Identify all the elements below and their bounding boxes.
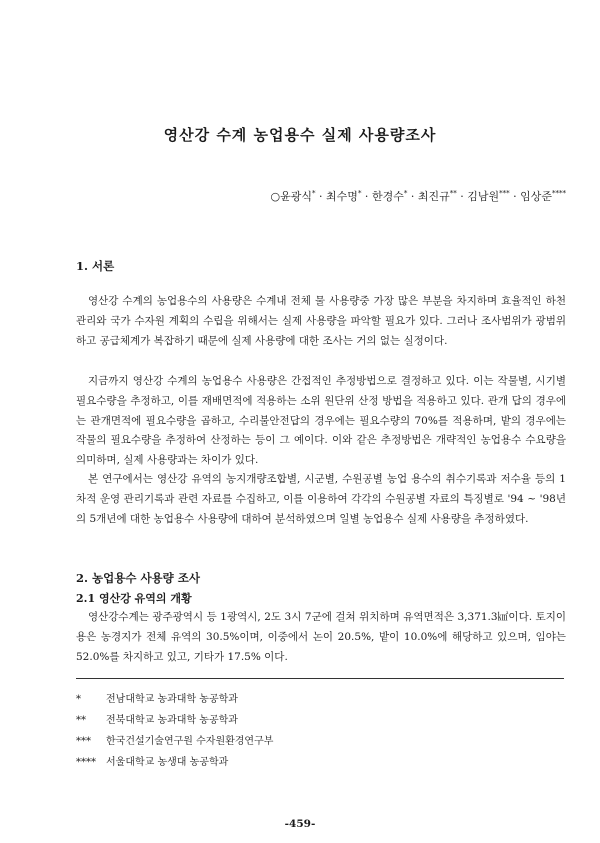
- author: [326, 190, 361, 203]
- author: [280, 190, 315, 203]
- body-paragraph: 지금까지 영산강 수계의 농업용수 사용량은 간접적인 추정방법으로 결정하고 있다. 이는 작물별, 시기별 필요수량을 추정하고, 이를 재배면적에 적용하는 소위 원단위 산정 방법을 적용하고 있다. 관개 답의 경우에는 관개면적에 필요수량을 곱하고, 수리불안전답의 경우에는 필요수량의 70%를 적용하며, 밭의 경우에는 작물의 필요수량을 추정하여 산정하는 등이 그 예이다. 이와 같은 추정방법은 개략적인 농업용수 수요량을 의미하며, 실제 사용량과는 차이가 있다.: [76, 375, 566, 467]
- author-name: 최진규: [417, 190, 450, 203]
- footnote: [76, 711, 238, 726]
- author-separator: ·: [407, 190, 418, 203]
- author-separator: ·: [509, 190, 521, 203]
- author-line: [271, 188, 566, 204]
- author-separator: ·: [456, 190, 468, 203]
- footnote-divider: [76, 678, 564, 679]
- section-heading: 2. 농업용수 사용량 조사: [76, 571, 200, 585]
- footnote-text: 한국건설기술연구원 수자원환경연구부: [106, 736, 274, 747]
- affiliation-mark: *: [403, 189, 408, 198]
- author-separator: ·: [315, 190, 327, 203]
- footnote: [76, 732, 273, 747]
- section-heading: 1. 서론: [76, 259, 115, 273]
- author-name: 최수명: [326, 190, 358, 203]
- footnote: [76, 753, 228, 768]
- footnote-text: 전남대학교 농과대학 농공학과: [106, 694, 238, 705]
- footnote-mark: **: [76, 715, 86, 726]
- page-number: -459-: [284, 818, 316, 830]
- affiliation-mark: ****: [552, 189, 566, 198]
- affiliation-mark: ***: [499, 189, 510, 198]
- affiliation-mark: *: [312, 189, 316, 198]
- footnote-mark: ***: [76, 736, 91, 747]
- author: [418, 190, 457, 203]
- author-name: 임상준: [520, 190, 552, 203]
- author-name: 김남원: [467, 190, 500, 203]
- body-paragraph: 영산강수계는 광주광역시 등 1광역시, 2도 3시 7군에 걸쳐 위치하며 유역면적은 3,371.3㎢이다. 토지이용은 농경지가 전체 유역의 30.5%이며, 이중에서 논이 20.5%, 밭이 10.0%에 해당하고 있으며, 임야는 52.0%를 차지하고 있고, 기타가 17.5% 이다.: [76, 611, 566, 663]
- footnote-text: 서울대학교 농생대 농공학과: [106, 757, 229, 768]
- author: [520, 190, 566, 203]
- footnote-text: 전북대학교 농과대학 농공학과: [106, 715, 238, 726]
- paper-title: 영산강 수계 농업용수 실제 사용량조사: [163, 126, 437, 144]
- author-separator: ·: [361, 190, 372, 203]
- footnote-mark: ****: [76, 757, 96, 768]
- author: [372, 190, 407, 203]
- author-name: 윤광식: [280, 190, 313, 203]
- footnote: [76, 690, 238, 705]
- subsection-heading: 2.1 영산강 유역의 개황: [76, 592, 192, 605]
- presenter-marker: ○: [270, 190, 281, 203]
- affiliation-mark: **: [449, 189, 457, 198]
- author: [467, 190, 509, 203]
- body-paragraph: 본 연구에서는 영산강 유역의 농지개량조합별, 시군별, 수원공별 농업 용수의 취수기록과 저수율 등의 1차적 운영 관리기록과 관련 자료를 수집하고, 이를 이용하여 각각의 수원공별 자료의 특징별로 '94 ~ '98년의 5개년에 대한 농업용수 사용량에 대하여 분석하였으며 일별 농업용수 실제 사용량을 추정하였다.: [76, 473, 566, 525]
- affiliation-mark: *: [357, 189, 362, 198]
- footnote-mark: *: [76, 694, 81, 705]
- body-paragraph: 영산강 수계의 농업용수의 사용량은 수계내 전체 물 사용량중 가장 많은 부분을 차지하며 효율적인 하천관리와 국가 수자원 계획의 수립을 위해서는 실제 사용량을 파악할 필요가 있다. 그러나 조사범위가 광범위하고 공급체계가 복잡하기 때문에 실제 사용량에 대한 조사는 거의 없는 실정이다.: [76, 295, 566, 347]
- author-name: 한경수: [371, 190, 404, 203]
